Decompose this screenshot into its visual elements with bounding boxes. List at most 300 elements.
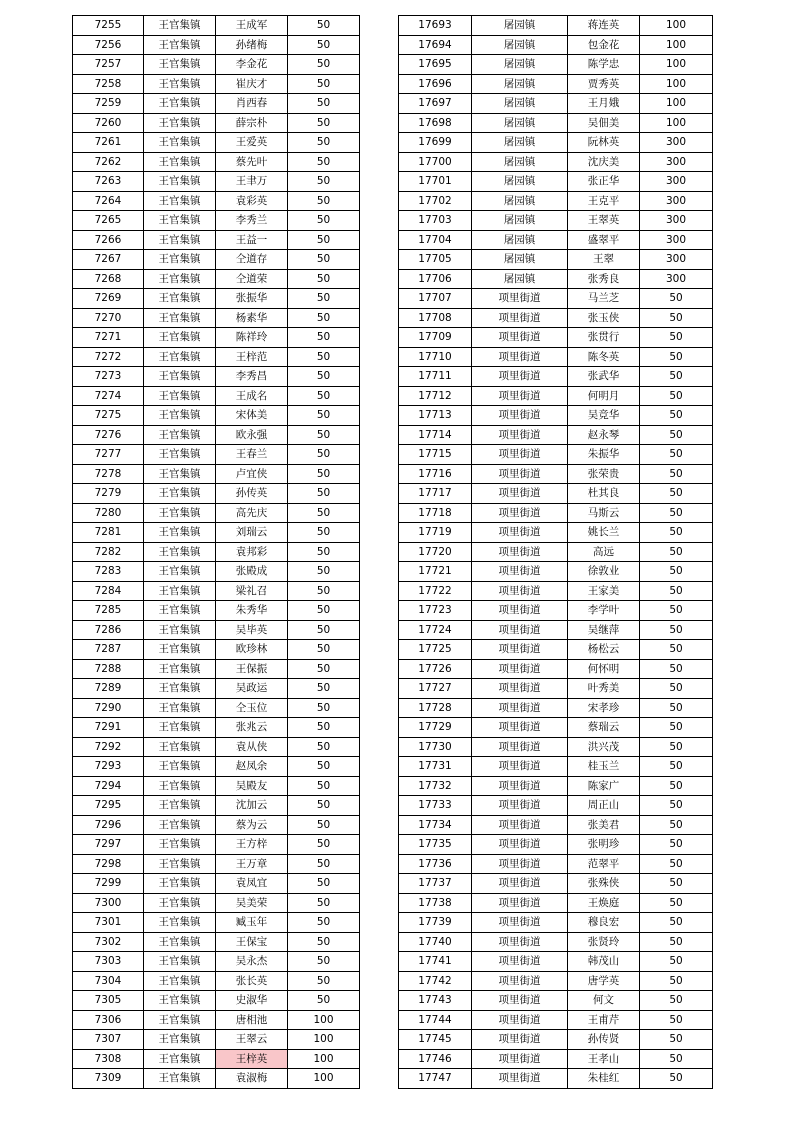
serial-number-cell: 17744 xyxy=(399,1010,472,1030)
table-row xyxy=(399,913,713,933)
table-row xyxy=(73,581,360,601)
amount-cell: 50 xyxy=(640,815,713,835)
town-cell: 屠园镇 xyxy=(472,74,568,94)
serial-number-cell: 17696 xyxy=(399,74,472,94)
town-cell: 屠园镇 xyxy=(472,269,568,289)
serial-number-cell: 7273 xyxy=(73,367,144,387)
town-cell: 项里街道 xyxy=(472,308,568,328)
town-cell: 王官集镇 xyxy=(144,562,216,582)
amount-cell: 50 xyxy=(640,367,713,387)
amount-cell: 50 xyxy=(288,269,360,289)
name-cell: 陈学忠 xyxy=(568,55,640,75)
amount-cell: 50 xyxy=(288,191,360,211)
table-row xyxy=(399,562,713,582)
name-cell: 李秀昌 xyxy=(216,367,288,387)
amount-cell: 50 xyxy=(640,523,713,543)
serial-number-cell: 17729 xyxy=(399,718,472,738)
amount-cell: 50 xyxy=(288,562,360,582)
name-cell: 王聿万 xyxy=(216,172,288,192)
amount-cell: 50 xyxy=(288,484,360,504)
name-cell: 吴美荣 xyxy=(216,893,288,913)
amount-cell: 50 xyxy=(288,289,360,309)
table-row xyxy=(73,893,360,913)
amount-cell: 50 xyxy=(640,757,713,777)
amount-cell: 50 xyxy=(640,952,713,972)
amount-cell: 50 xyxy=(640,991,713,1011)
serial-number-cell: 17731 xyxy=(399,757,472,777)
amount-cell: 50 xyxy=(640,640,713,660)
town-cell: 项里街道 xyxy=(472,445,568,465)
table-row xyxy=(399,425,713,445)
town-cell: 王官集镇 xyxy=(144,1049,216,1069)
name-cell: 高先庆 xyxy=(216,503,288,523)
town-cell: 项里街道 xyxy=(472,757,568,777)
serial-number-cell: 7265 xyxy=(73,211,144,231)
town-cell: 王官集镇 xyxy=(144,854,216,874)
name-cell: 高远 xyxy=(568,542,640,562)
table-row xyxy=(399,464,713,484)
town-cell: 王官集镇 xyxy=(144,269,216,289)
name-cell: 史淑华 xyxy=(216,991,288,1011)
name-cell: 孙传贤 xyxy=(568,1030,640,1050)
town-cell: 王官集镇 xyxy=(144,952,216,972)
amount-cell: 300 xyxy=(640,152,713,172)
serial-number-cell: 7284 xyxy=(73,581,144,601)
town-cell: 项里街道 xyxy=(472,698,568,718)
serial-number-cell: 17707 xyxy=(399,289,472,309)
amount-cell: 50 xyxy=(640,601,713,621)
amount-cell: 50 xyxy=(640,874,713,894)
amount-cell: 50 xyxy=(640,796,713,816)
town-cell: 王官集镇 xyxy=(144,776,216,796)
serial-number-cell: 17703 xyxy=(399,211,472,231)
name-cell: 肖西春 xyxy=(216,94,288,114)
town-cell: 屠园镇 xyxy=(472,152,568,172)
amount-cell: 50 xyxy=(288,952,360,972)
name-cell: 吴政运 xyxy=(216,679,288,699)
amount-cell: 50 xyxy=(288,718,360,738)
serial-number-cell: 7297 xyxy=(73,835,144,855)
town-cell: 屠园镇 xyxy=(472,113,568,133)
town-cell: 项里街道 xyxy=(472,913,568,933)
amount-cell: 100 xyxy=(640,74,713,94)
amount-cell: 50 xyxy=(288,854,360,874)
town-cell: 王官集镇 xyxy=(144,835,216,855)
table-row xyxy=(399,952,713,972)
serial-number-cell: 17711 xyxy=(399,367,472,387)
table-row xyxy=(399,133,713,153)
table-row xyxy=(73,289,360,309)
serial-number-cell: 7278 xyxy=(73,464,144,484)
serial-number-cell: 7270 xyxy=(73,308,144,328)
name-cell: 欧珍林 xyxy=(216,640,288,660)
serial-number-cell: 17725 xyxy=(399,640,472,660)
table-row xyxy=(73,16,360,36)
serial-number-cell: 7280 xyxy=(73,503,144,523)
serial-number-cell: 17706 xyxy=(399,269,472,289)
town-cell: 屠园镇 xyxy=(472,191,568,211)
name-cell: 桂玉兰 xyxy=(568,757,640,777)
town-cell: 王官集镇 xyxy=(144,1030,216,1050)
town-cell: 王官集镇 xyxy=(144,757,216,777)
amount-cell: 100 xyxy=(640,113,713,133)
town-cell: 王官集镇 xyxy=(144,55,216,75)
amount-cell: 50 xyxy=(640,503,713,523)
amount-cell: 50 xyxy=(288,133,360,153)
table-row xyxy=(73,94,360,114)
name-cell: 沈庆美 xyxy=(568,152,640,172)
town-cell: 项里街道 xyxy=(472,737,568,757)
table-row xyxy=(73,445,360,465)
serial-number-cell: 17739 xyxy=(399,913,472,933)
serial-number-cell: 17723 xyxy=(399,601,472,621)
town-cell: 项里街道 xyxy=(472,932,568,952)
amount-cell: 50 xyxy=(640,1010,713,1030)
name-cell: 王益一 xyxy=(216,230,288,250)
amount-cell: 50 xyxy=(640,1049,713,1069)
amount-cell: 50 xyxy=(288,601,360,621)
town-cell: 王官集镇 xyxy=(144,211,216,231)
name-cell: 孙绪梅 xyxy=(216,35,288,55)
table-row xyxy=(73,191,360,211)
name-cell: 唐相池 xyxy=(216,1010,288,1030)
table-row xyxy=(73,269,360,289)
table-row xyxy=(73,776,360,796)
name-cell: 王梓范 xyxy=(216,347,288,367)
town-cell: 王官集镇 xyxy=(144,367,216,387)
name-cell: 朱振华 xyxy=(568,445,640,465)
table-row xyxy=(399,971,713,991)
name-cell: 王爱英 xyxy=(216,133,288,153)
amount-cell: 100 xyxy=(288,1010,360,1030)
name-cell: 张长英 xyxy=(216,971,288,991)
name-cell: 贾秀英 xyxy=(568,74,640,94)
table-row xyxy=(399,55,713,75)
table-row xyxy=(399,1049,713,1069)
town-cell: 项里街道 xyxy=(472,581,568,601)
serial-number-cell: 7292 xyxy=(73,737,144,757)
serial-number-cell: 7290 xyxy=(73,698,144,718)
town-cell: 项里街道 xyxy=(472,328,568,348)
table-row xyxy=(399,542,713,562)
table-row xyxy=(399,874,713,894)
table-row xyxy=(399,854,713,874)
town-cell: 项里街道 xyxy=(472,679,568,699)
name-cell: 王梓英 xyxy=(216,1049,288,1069)
table-row xyxy=(399,601,713,621)
name-cell: 张振华 xyxy=(216,289,288,309)
serial-number-cell: 7307 xyxy=(73,1030,144,1050)
serial-number-cell: 17722 xyxy=(399,581,472,601)
town-cell: 项里街道 xyxy=(472,874,568,894)
town-cell: 王官集镇 xyxy=(144,1069,216,1089)
name-cell: 袁彩英 xyxy=(216,191,288,211)
table-row xyxy=(399,484,713,504)
name-cell: 王月娥 xyxy=(568,94,640,114)
serial-number-cell: 7299 xyxy=(73,874,144,894)
serial-number-cell: 7275 xyxy=(73,406,144,426)
serial-number-cell: 17718 xyxy=(399,503,472,523)
amount-cell: 50 xyxy=(640,386,713,406)
table-row xyxy=(73,991,360,1011)
table-row xyxy=(399,406,713,426)
serial-number-cell: 7267 xyxy=(73,250,144,270)
amount-cell: 50 xyxy=(288,503,360,523)
town-cell: 项里街道 xyxy=(472,952,568,972)
serial-number-cell: 7266 xyxy=(73,230,144,250)
town-cell: 项里街道 xyxy=(472,1069,568,1089)
amount-cell: 50 xyxy=(288,679,360,699)
name-cell: 陈祥玲 xyxy=(216,328,288,348)
amount-cell: 50 xyxy=(640,425,713,445)
table-row xyxy=(399,328,713,348)
serial-number-cell: 17745 xyxy=(399,1030,472,1050)
table-row xyxy=(399,776,713,796)
table-row xyxy=(73,659,360,679)
serial-number-cell: 17715 xyxy=(399,445,472,465)
serial-number-cell: 17721 xyxy=(399,562,472,582)
amount-cell: 50 xyxy=(288,464,360,484)
serial-number-cell: 17702 xyxy=(399,191,472,211)
name-cell: 张美君 xyxy=(568,815,640,835)
town-cell: 王官集镇 xyxy=(144,74,216,94)
town-cell: 屠园镇 xyxy=(472,250,568,270)
serial-number-cell: 7293 xyxy=(73,757,144,777)
name-cell: 蒋连英 xyxy=(568,16,640,36)
amount-cell: 50 xyxy=(288,152,360,172)
amount-cell: 50 xyxy=(640,406,713,426)
amount-cell: 50 xyxy=(288,796,360,816)
serial-number-cell: 7269 xyxy=(73,289,144,309)
town-cell: 项里街道 xyxy=(472,893,568,913)
serial-number-cell: 7259 xyxy=(73,94,144,114)
town-cell: 王官集镇 xyxy=(144,172,216,192)
town-cell: 项里街道 xyxy=(472,503,568,523)
amount-cell: 50 xyxy=(288,172,360,192)
amount-cell: 50 xyxy=(640,1030,713,1050)
name-cell: 陈家广 xyxy=(568,776,640,796)
table-row xyxy=(399,991,713,1011)
table-row xyxy=(73,718,360,738)
table-row xyxy=(399,250,713,270)
amount-cell: 300 xyxy=(640,211,713,231)
table-row xyxy=(73,679,360,699)
town-cell: 项里街道 xyxy=(472,289,568,309)
serial-number-cell: 7277 xyxy=(73,445,144,465)
amount-cell: 50 xyxy=(288,328,360,348)
table-row xyxy=(73,932,360,952)
town-cell: 王官集镇 xyxy=(144,386,216,406)
town-cell: 王官集镇 xyxy=(144,16,216,36)
amount-cell: 100 xyxy=(640,55,713,75)
table-row xyxy=(399,718,713,738)
amount-cell: 50 xyxy=(288,211,360,231)
table-row xyxy=(399,1030,713,1050)
town-cell: 王官集镇 xyxy=(144,347,216,367)
serial-number-cell: 17724 xyxy=(399,620,472,640)
name-cell: 穆良宏 xyxy=(568,913,640,933)
name-cell: 蔡为云 xyxy=(216,815,288,835)
name-cell: 王孝山 xyxy=(568,1049,640,1069)
serial-number-cell: 7288 xyxy=(73,659,144,679)
name-cell: 张贤玲 xyxy=(568,932,640,952)
amount-cell: 50 xyxy=(640,679,713,699)
name-cell: 包金花 xyxy=(568,35,640,55)
serial-number-cell: 7264 xyxy=(73,191,144,211)
table-row xyxy=(399,94,713,114)
amount-cell: 50 xyxy=(288,932,360,952)
town-cell: 王官集镇 xyxy=(144,94,216,114)
town-cell: 王官集镇 xyxy=(144,191,216,211)
name-cell: 张玉侠 xyxy=(568,308,640,328)
table-row xyxy=(399,386,713,406)
serial-number-cell: 17710 xyxy=(399,347,472,367)
table-row xyxy=(399,230,713,250)
table-row xyxy=(73,74,360,94)
serial-number-cell: 7304 xyxy=(73,971,144,991)
serial-number-cell: 7258 xyxy=(73,74,144,94)
table-row xyxy=(73,835,360,855)
amount-cell: 50 xyxy=(288,16,360,36)
town-cell: 王官集镇 xyxy=(144,874,216,894)
town-cell: 王官集镇 xyxy=(144,893,216,913)
table-row xyxy=(399,16,713,36)
name-cell: 赵永琴 xyxy=(568,425,640,445)
name-cell: 徐敦业 xyxy=(568,562,640,582)
town-cell: 项里街道 xyxy=(472,367,568,387)
town-cell: 王官集镇 xyxy=(144,425,216,445)
table-row xyxy=(73,133,360,153)
name-cell: 张正华 xyxy=(568,172,640,192)
serial-number-cell: 17746 xyxy=(399,1049,472,1069)
name-cell: 宋体美 xyxy=(216,406,288,426)
table-row xyxy=(399,503,713,523)
town-cell: 王官集镇 xyxy=(144,620,216,640)
town-cell: 项里街道 xyxy=(472,971,568,991)
name-cell: 李金花 xyxy=(216,55,288,75)
name-cell: 范翠平 xyxy=(568,854,640,874)
serial-number-cell: 17727 xyxy=(399,679,472,699)
amount-cell: 50 xyxy=(288,874,360,894)
town-cell: 王官集镇 xyxy=(144,35,216,55)
serial-number-cell: 7262 xyxy=(73,152,144,172)
amount-cell: 50 xyxy=(640,776,713,796)
serial-number-cell: 17740 xyxy=(399,932,472,952)
table-row xyxy=(73,55,360,75)
town-cell: 王官集镇 xyxy=(144,523,216,543)
town-cell: 项里街道 xyxy=(472,640,568,660)
name-cell: 孙传英 xyxy=(216,484,288,504)
town-cell: 王官集镇 xyxy=(144,698,216,718)
serial-number-cell: 7274 xyxy=(73,386,144,406)
table-row xyxy=(73,796,360,816)
amount-cell: 50 xyxy=(640,932,713,952)
name-cell: 张兆云 xyxy=(216,718,288,738)
table-row xyxy=(399,581,713,601)
name-cell: 王家美 xyxy=(568,581,640,601)
amount-cell: 50 xyxy=(640,893,713,913)
table-row xyxy=(399,289,713,309)
name-cell: 张武华 xyxy=(568,367,640,387)
serial-number-cell: 7303 xyxy=(73,952,144,972)
table-row xyxy=(399,308,713,328)
name-cell: 王方梓 xyxy=(216,835,288,855)
serial-number-cell: 17693 xyxy=(399,16,472,36)
name-cell: 朱桂红 xyxy=(568,1069,640,1089)
serial-number-cell: 17735 xyxy=(399,835,472,855)
town-cell: 王官集镇 xyxy=(144,932,216,952)
name-cell: 周正山 xyxy=(568,796,640,816)
amount-cell: 50 xyxy=(288,542,360,562)
name-cell: 洪兴茂 xyxy=(568,737,640,757)
amount-cell: 50 xyxy=(640,698,713,718)
town-cell: 项里街道 xyxy=(472,835,568,855)
table-row xyxy=(73,1069,360,1089)
name-cell: 吴毕英 xyxy=(216,620,288,640)
town-cell: 王官集镇 xyxy=(144,250,216,270)
town-cell: 项里街道 xyxy=(472,601,568,621)
name-cell: 杨素华 xyxy=(216,308,288,328)
table-row xyxy=(73,757,360,777)
table-row xyxy=(399,269,713,289)
name-cell: 臧玉年 xyxy=(216,913,288,933)
table-row xyxy=(73,425,360,445)
town-cell: 项里街道 xyxy=(472,406,568,426)
table-row xyxy=(73,113,360,133)
table-row xyxy=(73,464,360,484)
table-row xyxy=(73,913,360,933)
serial-number-cell: 7271 xyxy=(73,328,144,348)
name-cell: 张殊侠 xyxy=(568,874,640,894)
table-row xyxy=(399,620,713,640)
serial-number-cell: 17737 xyxy=(399,874,472,894)
amount-cell: 50 xyxy=(288,893,360,913)
name-cell: 崔庆才 xyxy=(216,74,288,94)
town-cell: 王官集镇 xyxy=(144,1010,216,1030)
amount-cell: 50 xyxy=(288,367,360,387)
town-cell: 王官集镇 xyxy=(144,308,216,328)
serial-number-cell: 7306 xyxy=(73,1010,144,1030)
amount-cell: 50 xyxy=(640,347,713,367)
serial-number-cell: 7287 xyxy=(73,640,144,660)
table-row xyxy=(73,640,360,660)
serial-number-cell: 7294 xyxy=(73,776,144,796)
amount-cell: 300 xyxy=(640,269,713,289)
table-row xyxy=(73,211,360,231)
town-cell: 项里街道 xyxy=(472,562,568,582)
amount-cell: 50 xyxy=(640,620,713,640)
name-cell: 李学叶 xyxy=(568,601,640,621)
amount-cell: 50 xyxy=(640,445,713,465)
amount-cell: 50 xyxy=(640,913,713,933)
town-cell: 项里街道 xyxy=(472,542,568,562)
amount-cell: 50 xyxy=(640,737,713,757)
town-cell: 王官集镇 xyxy=(144,796,216,816)
amount-cell: 50 xyxy=(640,484,713,504)
serial-number-cell: 17709 xyxy=(399,328,472,348)
serial-number-cell: 7257 xyxy=(73,55,144,75)
amount-cell: 50 xyxy=(288,308,360,328)
serial-number-cell: 17694 xyxy=(399,35,472,55)
serial-number-cell: 17717 xyxy=(399,484,472,504)
roster-table-left xyxy=(72,15,360,1089)
amount-cell: 50 xyxy=(640,289,713,309)
amount-cell: 300 xyxy=(640,133,713,153)
name-cell: 何文 xyxy=(568,991,640,1011)
town-cell: 项里街道 xyxy=(472,464,568,484)
table-row xyxy=(73,698,360,718)
name-cell: 王保宝 xyxy=(216,932,288,952)
